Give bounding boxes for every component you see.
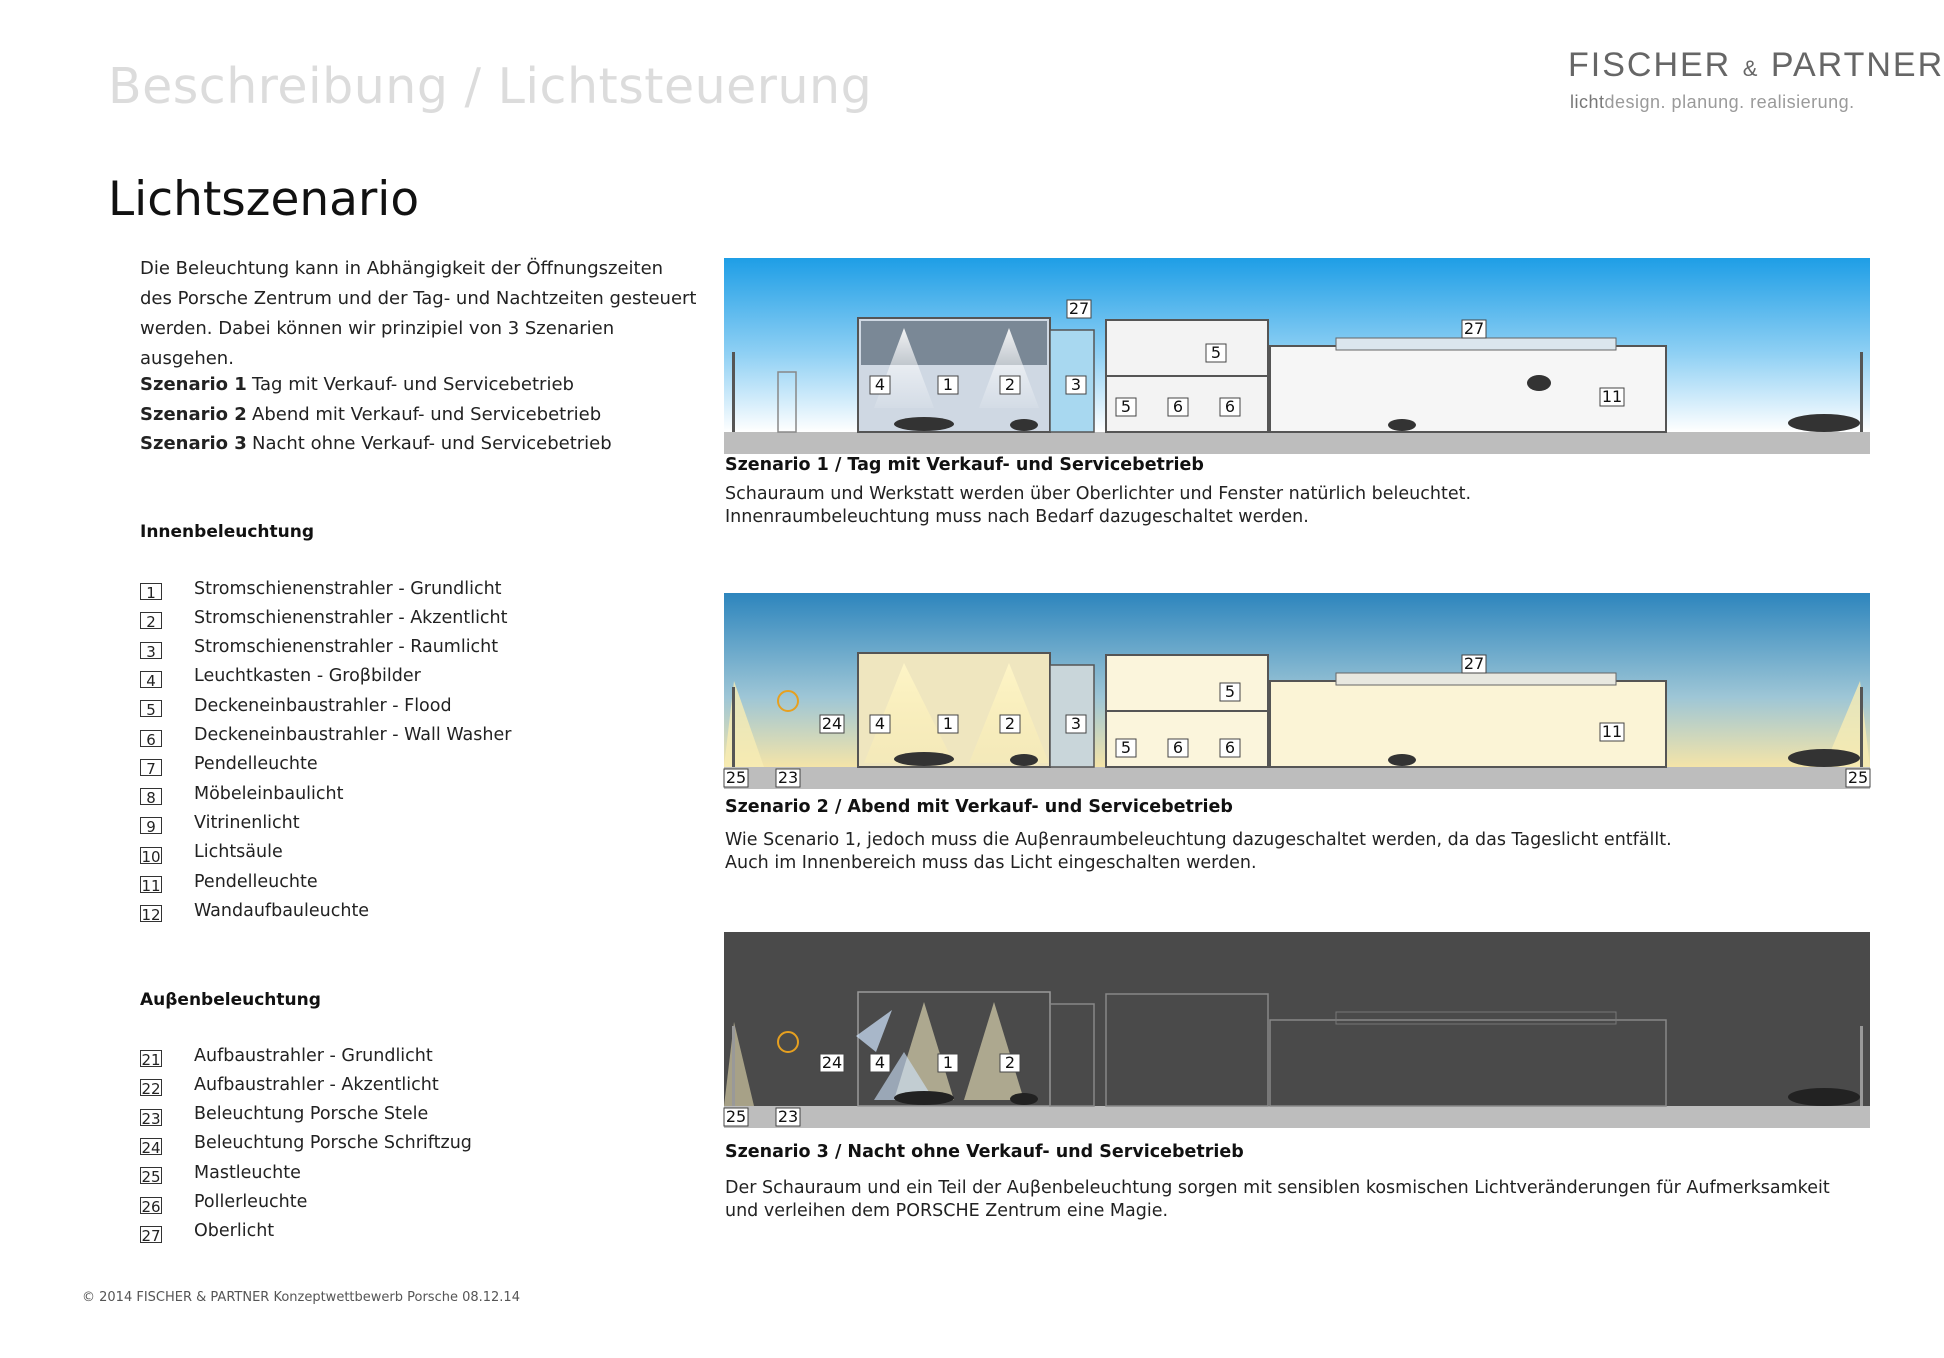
legend-text: Beleuchtung Porsche Schriftzug (194, 1133, 472, 1154)
legend-number: 24 (141, 1138, 161, 1157)
legend-number: 23 (141, 1109, 161, 1128)
legend-item (140, 1188, 307, 1217)
legend-number: 8 (140, 788, 162, 805)
legend-number: 5 (140, 700, 162, 717)
legend-number: 6 (140, 730, 162, 747)
label-6: 6 (1172, 397, 1184, 416)
legend-number: 27 (141, 1226, 161, 1245)
legend-item (140, 691, 452, 720)
legend-number: 25 (141, 1168, 161, 1187)
page-title: Lichtszenario (108, 172, 420, 227)
scenario-3-illustration (724, 932, 1870, 1128)
legend-item (140, 750, 318, 779)
label-11: 11 (1601, 387, 1623, 406)
legend-number: 26 (141, 1197, 161, 1216)
legend-text: Beleuchtung Porsche Stele (194, 1104, 429, 1125)
aussen-heading: Auβenbeleuchtung (140, 990, 321, 1010)
label-5: 5 (1210, 343, 1222, 362)
label-1: 1 (942, 375, 954, 394)
legend-item (140, 779, 344, 808)
scenario-line-1: Szenario 1 Tag mit Verkauf- und Servicebetrieb (140, 374, 574, 395)
label-25: 25 (1847, 768, 1869, 787)
legend-item (140, 1041, 433, 1070)
legend-number: 9 (140, 817, 162, 834)
label-1: 1 (942, 714, 954, 733)
scenario-1-illustration (724, 258, 1870, 454)
legend-item (140, 1158, 301, 1187)
legend-item (140, 574, 502, 603)
legend-item (140, 1217, 274, 1246)
label-24: 24 (821, 714, 843, 733)
label-2: 2 (1004, 714, 1016, 733)
ground (724, 767, 1870, 789)
scenario-3-title: Szenario 3 / Nacht ohne Verkauf- und Servicebetrieb (725, 1142, 1244, 1162)
label-2: 2 (1004, 1053, 1016, 1072)
intro-text: Die Beleuchtung kann in Abhängigkeit der Öffnungszeiten des Porsche Zentrum und der Tag- und Nachtzeiten gesteuert werden. Dabei können wir prinzipiel von 3 Szenarien ausgehen. (140, 258, 697, 369)
label-23: 23 (777, 768, 799, 787)
legend-text: Aufbaustrahler - Akzentlicht (194, 1074, 439, 1095)
ground (724, 1106, 1870, 1128)
legend-text: Aufbaustrahler - Grundlicht (194, 1045, 433, 1066)
legend-item (140, 633, 498, 662)
scenario-1-description: Schauraum und Werkstatt werden über Oberlichter und Fenster natürlich beleuchtet. Innenraumbeleuchtung muss nach Bedarf dazugeschaltet werden. (725, 484, 1472, 527)
scenario-2-illustration (724, 593, 1870, 789)
legend-item (140, 808, 300, 837)
label-1: 1 (942, 1053, 954, 1072)
scenario-line-3: Szenario 3 Nacht ohne Verkauf- und Servicebetrieb (140, 433, 612, 454)
legend-number: 22 (141, 1080, 161, 1099)
label-11: 11 (1601, 722, 1623, 741)
label-6: 6 (1172, 738, 1184, 757)
legend-item (140, 896, 369, 925)
legend-text: Wandaufbauleuchte (194, 900, 370, 921)
header-title: Beschreibung / Lichtsteuerung (108, 58, 873, 115)
legend-text: Pendelleuchte (194, 754, 318, 775)
legend-item (140, 1070, 439, 1099)
legend-number: 21 (141, 1051, 161, 1069)
legend-number: 10 (141, 847, 161, 866)
legend-text: Stromschienenstrahler - Akzentlicht (194, 607, 508, 628)
brand-logo: FISCHER & PARTNER (1568, 46, 1944, 84)
label-3: 3 (1070, 714, 1082, 733)
label-24: 24 (821, 1053, 843, 1072)
label-27: 27 (1463, 654, 1485, 673)
label-5: 5 (1120, 738, 1132, 757)
skylight (1336, 338, 1616, 350)
label-5: 5 (1224, 682, 1236, 701)
legend-text: Stromschienenstrahler - Grundlicht (194, 578, 502, 599)
legend-item (140, 838, 283, 867)
legend-text: Lichtsäule (194, 842, 283, 863)
label-4: 4 (874, 1053, 886, 1072)
legend-item (140, 662, 421, 691)
footer: © 2014 FISCHER & PARTNER Konzeptwettbewerb Porsche 08.12.14 (82, 1290, 520, 1305)
legend-number: 4 (140, 671, 162, 688)
ground (724, 432, 1870, 454)
legend-text: Deckeneinbaustrahler - Flood (194, 695, 452, 716)
label-6: 6 (1224, 738, 1236, 757)
brand-tagline: lichtdesign. planung. realisierung. (1570, 92, 1855, 112)
legend-item (140, 721, 511, 750)
legend-number: 1 (140, 583, 162, 600)
legend-number: 11 (141, 877, 161, 895)
legend-number: 7 (140, 759, 162, 776)
legend-number: 3 (140, 642, 162, 659)
label-6: 6 (1224, 397, 1236, 416)
legend-text: Vitrinenlicht (194, 812, 300, 833)
legend-number: 12 (141, 906, 161, 925)
innen-heading: Innenbeleuchtung (140, 522, 315, 542)
legend-text: Möbeleinbaulicht (194, 783, 344, 804)
legend-text: Stromschienenstrahler - Raumlicht (194, 637, 499, 658)
legend-item (140, 1100, 428, 1129)
scenario-2-title: Szenario 2 / Abend mit Verkauf- und Servicebetrieb (725, 797, 1233, 817)
label-2: 2 (1004, 375, 1016, 394)
label-25: 25 (725, 768, 747, 787)
label-4: 4 (874, 714, 886, 733)
label-27: 27 (1068, 299, 1090, 318)
legend-text: Deckeneinbaustrahler - Wall Washer (194, 725, 512, 745)
legend-text: Mastleuchte (194, 1162, 301, 1183)
scenario-1-title: Szenario 1 / Tag mit Verkauf- und Servicebetrieb (725, 455, 1204, 475)
label-25: 25 (725, 1107, 747, 1126)
label-5: 5 (1120, 397, 1132, 416)
label-27: 27 (1463, 319, 1485, 338)
scenario-line-2: Szenario 2 Abend mit Verkauf- und Servicebetrieb (140, 404, 602, 425)
legend-number: 2 (140, 612, 162, 629)
scenario-3-description: Der Schauraum und ein Teil der Auβenbeleuchtung sorgen mit sensiblen kosmischen Lichtveränderungen für Aufmerksamkeit und verleihen dem PORSCHE Zentrum eine Magie. (725, 1178, 1830, 1221)
legend-text: Leuchtkasten - Groβbilder (194, 666, 421, 687)
legend-item (140, 603, 508, 632)
label-23: 23 (777, 1107, 799, 1126)
label-3: 3 (1070, 375, 1082, 394)
label-4: 4 (874, 375, 886, 394)
legend-item (140, 867, 318, 896)
legend-text: Oberlicht (194, 1221, 275, 1242)
legend-text: Pendelleuchte (194, 871, 318, 892)
legend-text: Pollerleuchte (194, 1192, 308, 1212)
scenario-2-description: Wie Scenario 1, jedoch muss die Auβenraumbeleuchtung dazugeschaltet werden, da das Tageslicht entfällt. Auch im Innenbereich muss das Licht eingeschalten werden. (725, 830, 1672, 873)
legend-item (140, 1129, 472, 1158)
